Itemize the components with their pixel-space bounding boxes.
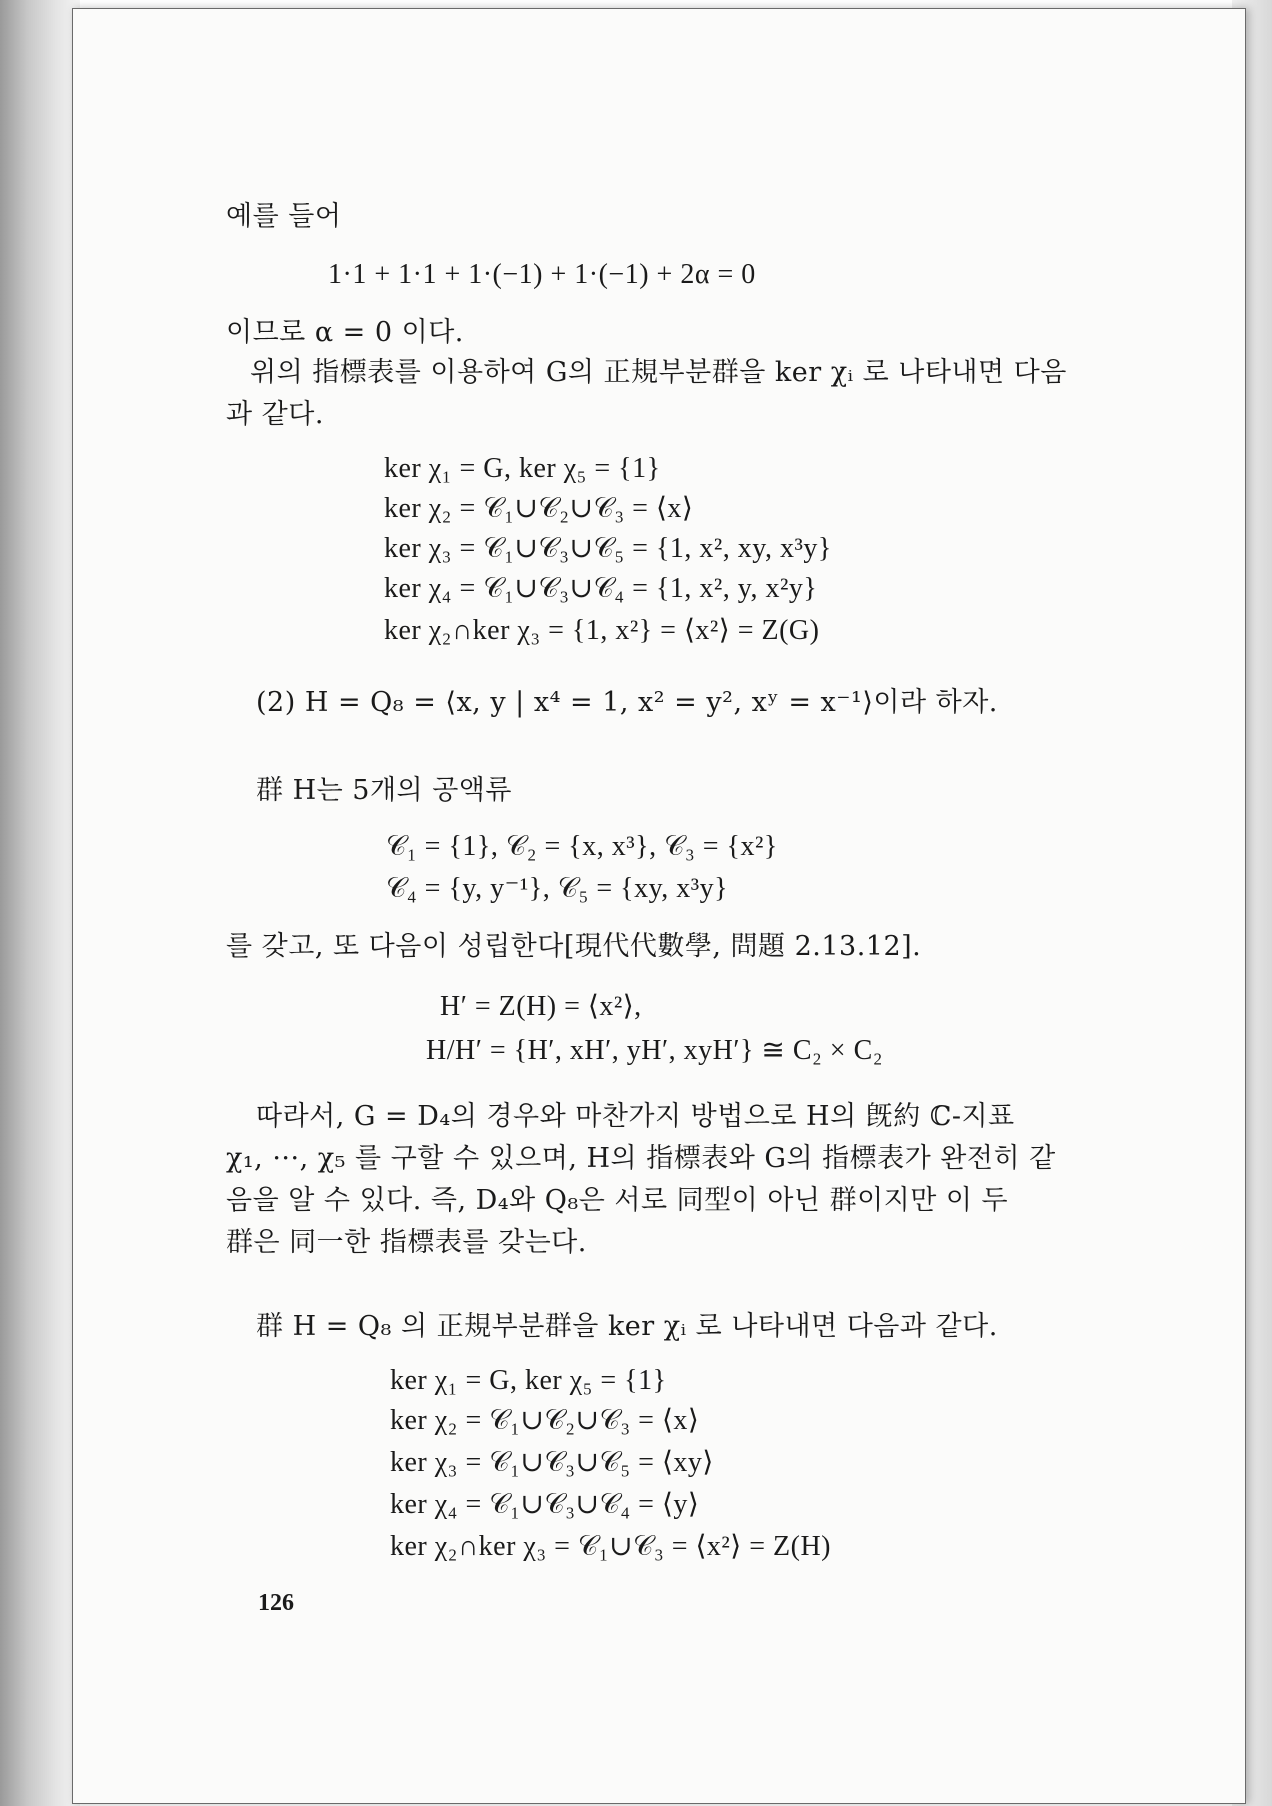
book-spine-shadow — [0, 0, 80, 1806]
conjugacy-classes-line-2: 𝒞₄ = {y, y⁻¹}, 𝒞₅ = {xy, x³y} — [386, 873, 729, 904]
text-reference-line: 를 갖고, 또 다음이 성립한다[現代代數學, 問題 2.13.12]. — [226, 931, 922, 962]
text-line-4: 위의 指標表를 이용하여 G의 正規부분群을 ker χᵢ 로 나타내면 다음 — [250, 357, 1067, 388]
kernel-g-line-3: ker χ₃ = 𝒞₁∪𝒞₃∪𝒞₅ = {1, x², xy, x³y} — [384, 533, 832, 564]
kernel-h-line-3: ker χ₃ = 𝒞₁∪𝒞₃∪𝒞₅ = ⟨xy⟩ — [390, 1447, 714, 1478]
kernel-h-line-2: ker χ₂ = 𝒞₁∪𝒞₂∪𝒞₃ = ⟨x⟩ — [390, 1405, 700, 1436]
kernel-h-line-1: ker χ₁ = G, ker χ₅ = {1} — [390, 1365, 667, 1396]
paragraph-line-3: 음을 알 수 있다. 즉, D₄와 Q₈은 서로 同型이 아닌 群이지만 이 두 — [226, 1185, 1009, 1216]
text-line-5: 과 같다. — [226, 399, 324, 430]
kernel-g-line-4: ker χ₄ = 𝒞₁∪𝒞₃∪𝒞₄ = {1, x², y, x²y} — [384, 573, 818, 604]
kernel-h-line-5: ker χ₂∩ker χ₃ = 𝒞₁∪𝒞₃ = ⟨x²⟩ = Z(H) — [390, 1531, 831, 1562]
conjugacy-classes-line-1: 𝒞₁ = {1}, 𝒞₂ = {x, x³}, 𝒞₃ = {x²} — [386, 831, 778, 862]
text-line-3: 이므로 α = 0 이다. — [226, 317, 464, 348]
text-normal-subgroups-h: 群 H = Q₈ 의 正規부분群을 ker χᵢ 로 나타내면 다음과 같다. — [256, 1311, 998, 1342]
kernel-g-line-2: ker χ₂ = 𝒞₁∪𝒞₂∪𝒞₃ = ⟨x⟩ — [384, 493, 694, 524]
commutator-line-1: H′ = Z(H) = ⟨x²⟩, — [440, 991, 642, 1022]
paragraph-line-1: 따라서, G = D₄의 경우와 마찬가지 방법으로 H의 旣約 ℂ-지표 — [256, 1101, 1015, 1132]
kernel-g-line-1: ker χ₁ = G, ker χ₅ = {1} — [384, 453, 661, 484]
kernel-h-line-4: ker χ₄ = 𝒞₁∪𝒞₃∪𝒞₄ = ⟨y⟩ — [390, 1489, 700, 1520]
quaternion-definition: (2) H = Q₈ = ⟨x, y | x⁴ = 1, x² = y², xʸ = x⁻¹⟩이라 하자. — [256, 687, 998, 718]
page-number: 126 — [258, 1590, 294, 1616]
paragraph-line-4: 群은 同一한 指標表를 갖는다. — [226, 1227, 587, 1258]
text-line-1: 예를 들어 — [226, 201, 342, 232]
commutator-line-2: H/H′ = {H′, xH′, yH′, xyH′} ≅ C₂ × C₂ — [426, 1035, 884, 1066]
text-conjugacy-intro: 群 H는 5개의 공액류 — [256, 775, 512, 806]
equation-alpha: 1·1 + 1·1 + 1·(−1) + 1·(−1) + 2α = 0 — [328, 259, 756, 290]
kernel-g-line-5: ker χ₂∩ker χ₃ = {1, x²} = ⟨x²⟩ = Z(G) — [384, 615, 820, 646]
paragraph-line-2: χ₁, ···, χ₅ 를 구할 수 있으며, H의 指標表와 G의 指標表가 완전히 같 — [226, 1143, 1056, 1174]
